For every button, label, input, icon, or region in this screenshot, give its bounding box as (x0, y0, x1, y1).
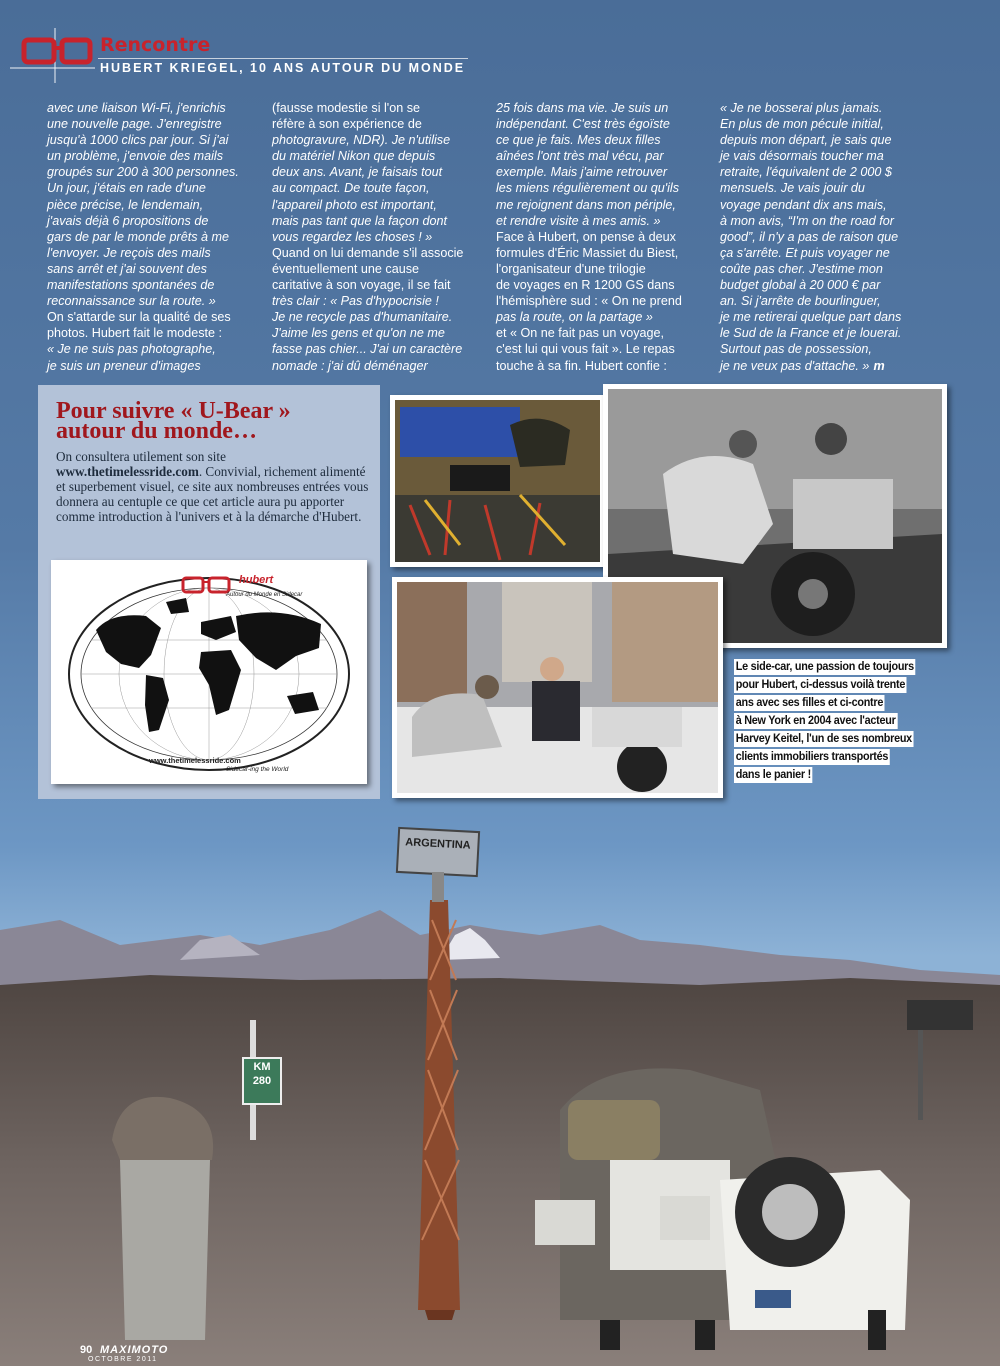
text-line: au compact. De toute façon, (272, 181, 430, 196)
magazine-name: MAXIMOTO (100, 1344, 169, 1356)
text-line: touche à sa fin. Hubert confie : (496, 358, 667, 373)
sidebar-title-line-2: autour du monde… (56, 418, 257, 444)
text-line: exemple. Mais j'aime retrouver (496, 165, 668, 180)
text-line: l'hémisphère sud : « On ne prend (496, 294, 682, 309)
section-title: Rencontre (100, 34, 211, 56)
text-line: je ne veux pas d'attache. » (720, 358, 870, 373)
text-line: l'envoyer. Je reçois des mails (47, 245, 211, 260)
header-divider (98, 58, 468, 59)
argentina-sign-label: ARGENTINA (405, 836, 471, 852)
text-line: me rejoignent dans mon périple, (496, 197, 676, 212)
end-mark-icon: m (873, 358, 885, 373)
text-line: un problème, j'envoie des mails (47, 149, 224, 164)
text-line: jusqu'à 1000 clics par jour. Si j'ai (47, 133, 229, 148)
text-line: Surtout pas de possession, (720, 342, 872, 357)
text-line: ce que je fais. Mes deux filles (496, 133, 661, 148)
text-line: budget global à 20 000 € par (720, 278, 881, 293)
text-line: c'est lui qui vous fait ». Le repas (496, 342, 675, 357)
sidebar-title (56, 398, 291, 444)
new-york-photo-image (392, 577, 723, 798)
map-brand: hubert (239, 574, 274, 586)
text-line: les miens régulièrement ou qu'ils (496, 181, 680, 196)
text-line: Quand on lui demande s'il associe (272, 245, 464, 260)
text-line: à mon avis, “I'm on the road for (720, 213, 894, 228)
caption-line: Harvey Keitel, l'un de ses nombreux (735, 731, 912, 745)
text-line: de voyages en R 1200 GS dans (496, 278, 675, 293)
text-line: manifestations spontanées de (47, 278, 215, 293)
text-line: et « On ne fait pas un voyage, (496, 326, 665, 341)
text-line: l'appareil photo est important, (272, 197, 437, 212)
text-line: retraite, l'équivalent de 2 000 $ (720, 165, 892, 180)
text-line: depuis mon départ, je sais que (720, 133, 892, 148)
text-line: pas la route, on la partage » (496, 310, 653, 325)
sidebar-body-rest: . Convivial, richement alimenté et superbement visuel, ce site aux nombreuses entrées vous donnera au centuple ce que cet article aura pu apporter comme introduction à l'univers et à la démarche d'Hubert. (56, 464, 369, 524)
text-line: vous regardez les choses ! » (272, 229, 433, 244)
caption-line: ans avec ses filles et ci-contre (735, 695, 884, 709)
text-line: fasse pas chier... J'ai un caractère (272, 342, 463, 357)
text-line: gars de par le monde prêts à me (47, 229, 230, 244)
text-line: j'avais déjà 6 propositions de (47, 213, 209, 228)
text-line: le Sud de la France et je louerai. (720, 326, 902, 341)
text-line: sans arrêt et j'ai souvent des (47, 261, 207, 276)
article-subtitle: HUBERT KRIEGEL, 10 ANS AUTOUR DU MONDE (100, 61, 466, 75)
article-column-4 (720, 100, 935, 374)
text-line: indépendant. C'est très égoïste (496, 117, 670, 132)
page-number: 90 (80, 1344, 93, 1356)
text-line: ça s'arrête. Et puis voyager ne (720, 245, 890, 260)
text-line: pièce précise, le lendemain, (47, 197, 204, 212)
text-line: « Je ne suis pas photographe, (47, 342, 216, 357)
text-line: groupés sur 200 à 300 personnes. (47, 165, 239, 180)
text-line: photos. Hubert fait le modeste : (47, 326, 223, 341)
text-line: coûte pas cher. J'estime mon (720, 261, 883, 276)
photo-caption (734, 657, 934, 783)
text-line: aînées l'ont très mal vécu, par (496, 149, 664, 164)
text-line: Je ne recycle pas d'humanitaire. (272, 310, 453, 325)
world-map-image (51, 560, 367, 784)
text-line: Face à Hubert, on pense à deux (496, 229, 676, 244)
text-line: je suis un preneur d'images (47, 358, 201, 373)
text-line: 25 fois dans ma vie. Je suis un (496, 101, 669, 115)
text-line: éventuellement une cause (272, 261, 420, 276)
map-arc-top: Autour du Monde en Sidecar (226, 592, 303, 598)
sidebar-body-intro: On consultera utilement son site (56, 449, 226, 464)
sidebar-body (56, 449, 376, 524)
new-york-photo (392, 577, 723, 798)
tools-photo-image (390, 395, 605, 567)
text-line: je vais désormais toucher ma (720, 149, 884, 164)
km-post (243, 1060, 281, 1088)
text-line: réfère à son expérience de (272, 117, 422, 132)
text-line: reconnaissance sur la route. » (47, 294, 216, 309)
text-line: « Je ne bosserai plus jamais. (720, 101, 883, 115)
text-line: une nouvelle page. J'enregistre (47, 117, 222, 132)
caption-line: pour Hubert, ci-dessus voilà trente (735, 677, 906, 691)
text-line: good”, il n'y a pas de raison que (720, 229, 899, 244)
text-line: caritative à son voyage, il se fait (272, 278, 451, 293)
map-arc-bottom-right: Sidecar-ing the World (226, 766, 289, 773)
caption-line: dans le panier ! (735, 767, 811, 781)
text-line: photogravure, NDR). Je n'utilise (272, 133, 451, 148)
text-line: du matériel Nikon que depuis (272, 149, 436, 164)
tools-photo (390, 395, 605, 567)
text-line: En plus de mon pécule initial, (720, 117, 884, 132)
text-line: an. Si j'arrête de bourlinguer, (720, 294, 881, 309)
text-line: l'organisateur d'une trilogie (496, 261, 646, 276)
text-line: et rendre visite à mes amis. » (496, 213, 661, 228)
text-line: (fausse modestie si l'on se (272, 101, 421, 115)
map-url: www.thetimelessride.com (149, 756, 241, 765)
text-line: On s'attarde sur la qualité de ses (47, 310, 231, 325)
sidebar-title-line-1: Pour suivre « U-Bear » (56, 398, 291, 424)
caption-line: clients immobiliers transportés (735, 749, 889, 763)
glasses-logo-icon (10, 28, 95, 83)
text-line: voyage pendant dix ans mais, (720, 197, 887, 212)
text-line: mensuels. Je vais jouir du (720, 181, 865, 196)
caption-line: à New York en 2004 avec l'acteur (735, 713, 896, 727)
text-line: J'aime les gens et qu'on ne me (272, 326, 445, 341)
text-line: Un jour, j'étais en rade d'une (47, 181, 206, 196)
text-line: deux ans. Avant, je faisais tout (272, 165, 443, 180)
article-column-1 (47, 100, 262, 374)
issue-date: OCTOBRE 2011 (88, 1356, 158, 1363)
text-line: avec une liaison Wi-Fi, j'enrichis (47, 101, 226, 115)
text-line: je me retirerai quelque part dans (720, 310, 902, 325)
world-map-icon (51, 560, 367, 784)
text-line-last (720, 358, 935, 374)
km-value: 280 (252, 1075, 272, 1087)
text-line: formules d'Éric Massiet du Biest, (496, 245, 679, 260)
site-url-link[interactable]: www.thetimelessride.com (56, 464, 199, 479)
article-column-2 (272, 100, 487, 374)
text-line: très clair : « Pas d'hypocrisie ! (272, 294, 439, 309)
caption-line: Le side-car, une passion de toujours (735, 659, 914, 673)
km-label: KM (253, 1061, 271, 1073)
text-line: nomade : j'ai dû déménager (272, 358, 428, 373)
text-line: mais pas tant que la façon dont (272, 213, 448, 228)
article-column-3 (496, 100, 711, 374)
